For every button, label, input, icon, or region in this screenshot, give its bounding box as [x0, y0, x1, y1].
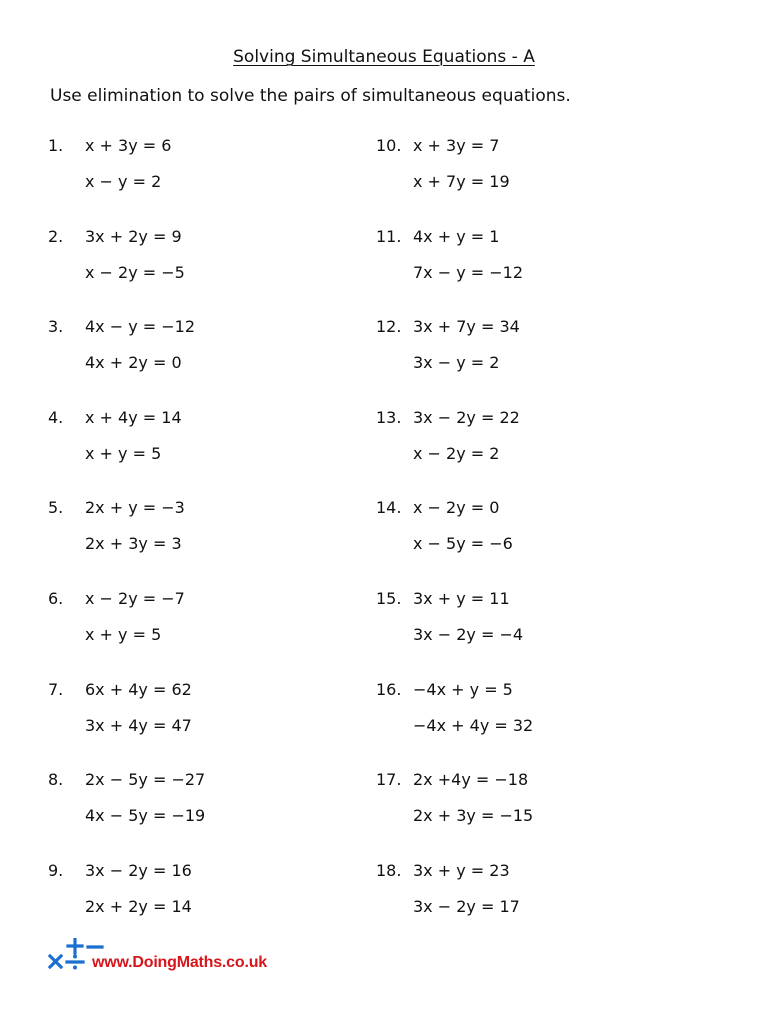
equation-2: x + y = 5	[85, 624, 162, 644]
question-item	[376, 136, 696, 227]
equation-1: 2x + y = −3	[85, 498, 185, 518]
question-number: 8.	[48, 770, 64, 790]
equation-2: 2x + 3y = 3	[85, 534, 182, 554]
equation-2: x + y = 5	[85, 443, 162, 463]
question-item	[48, 317, 368, 408]
equation-1: x − 2y = −7	[85, 588, 185, 608]
question-column-left	[48, 136, 368, 951]
equation-2: 4x + 2y = 0	[85, 353, 182, 373]
question-number: 16.	[376, 679, 402, 699]
question-number: 2.	[48, 226, 64, 246]
question-number: 15.	[376, 588, 402, 608]
equation-2: 3x − 2y = 17	[413, 896, 520, 916]
website-url[interactable]: www.DoingMaths.co.uk	[92, 954, 267, 971]
equation-2: 2x + 3y = −15	[413, 806, 534, 826]
question-item	[48, 680, 368, 771]
equation-2: x − 2y = 2	[413, 443, 500, 463]
equation-2: x − 5y = −6	[413, 534, 513, 554]
equation-1: 3x − 2y = 22	[413, 407, 520, 427]
equation-1: 3x + 7y = 34	[413, 317, 520, 337]
equation-1: x − 2y = 0	[413, 498, 500, 518]
question-item	[376, 589, 696, 680]
question-item	[48, 589, 368, 680]
equation-1: 3x + y = 23	[413, 860, 510, 880]
equation-1: 3x − 2y = 16	[85, 860, 192, 880]
equation-2: x − y = 2	[85, 172, 162, 191]
equation-1: x + 3y = 6	[85, 136, 172, 155]
question-number: 12.	[376, 317, 402, 337]
equation-2: −4x + 4y = 32	[413, 715, 534, 735]
equation-2: 3x − 2y = −4	[413, 624, 524, 644]
worksheet-instruction: Use elimination to solve the pairs of simultaneous equations.	[50, 86, 571, 106]
question-number: 9.	[48, 860, 64, 880]
question-number: 6.	[48, 588, 64, 608]
equation-1: 4x − y = −12	[85, 317, 196, 337]
equation-2: 3x + 4y = 47	[85, 715, 192, 735]
question-item	[48, 408, 368, 499]
equation-1: 6x + 4y = 62	[85, 679, 192, 699]
equation-1: 4x + y = 1	[413, 226, 500, 246]
equation-2: x − 2y = −5	[85, 262, 185, 282]
question-number: 10.	[376, 136, 402, 155]
question-number: 18.	[376, 860, 402, 880]
equation-2: 2x + 2y = 14	[85, 896, 192, 916]
worksheet-title: Solving Simultaneous Equations - A	[233, 47, 535, 67]
question-item	[376, 680, 696, 771]
question-number: 5.	[48, 498, 64, 518]
question-column-right	[376, 136, 696, 951]
question-item	[376, 861, 696, 952]
question-number: 13.	[376, 407, 402, 427]
equation-1: 3x + 2y = 9	[85, 226, 182, 246]
question-item	[48, 136, 368, 227]
question-number: 11.	[376, 226, 402, 246]
question-number: 17.	[376, 770, 402, 790]
question-item	[48, 770, 368, 861]
equation-1: 2x +4y = −18	[413, 770, 529, 790]
question-number: 7.	[48, 679, 64, 699]
question-item	[48, 498, 368, 589]
equation-2: 3x − y = 2	[413, 353, 500, 373]
question-number: 4.	[48, 407, 64, 427]
question-item	[376, 498, 696, 589]
question-number: 3.	[48, 317, 64, 337]
equation-2: 7x − y = −12	[413, 262, 524, 282]
equation-2: x + 7y = 19	[413, 172, 510, 191]
equation-1: x + 4y = 14	[85, 407, 182, 427]
equation-1: 2x − 5y = −27	[85, 770, 206, 790]
equation-1: x + 3y = 7	[413, 136, 500, 155]
equation-2: 4x − 5y = −19	[85, 806, 206, 826]
equation-1: 3x + y = 11	[413, 588, 510, 608]
question-item	[376, 227, 696, 318]
question-item	[48, 227, 368, 318]
equation-1: −4x + y = 5	[413, 679, 513, 699]
question-item	[376, 770, 696, 861]
question-number: 1.	[48, 136, 64, 155]
question-number: 14.	[376, 498, 402, 518]
question-item	[376, 408, 696, 499]
question-item	[376, 317, 696, 408]
